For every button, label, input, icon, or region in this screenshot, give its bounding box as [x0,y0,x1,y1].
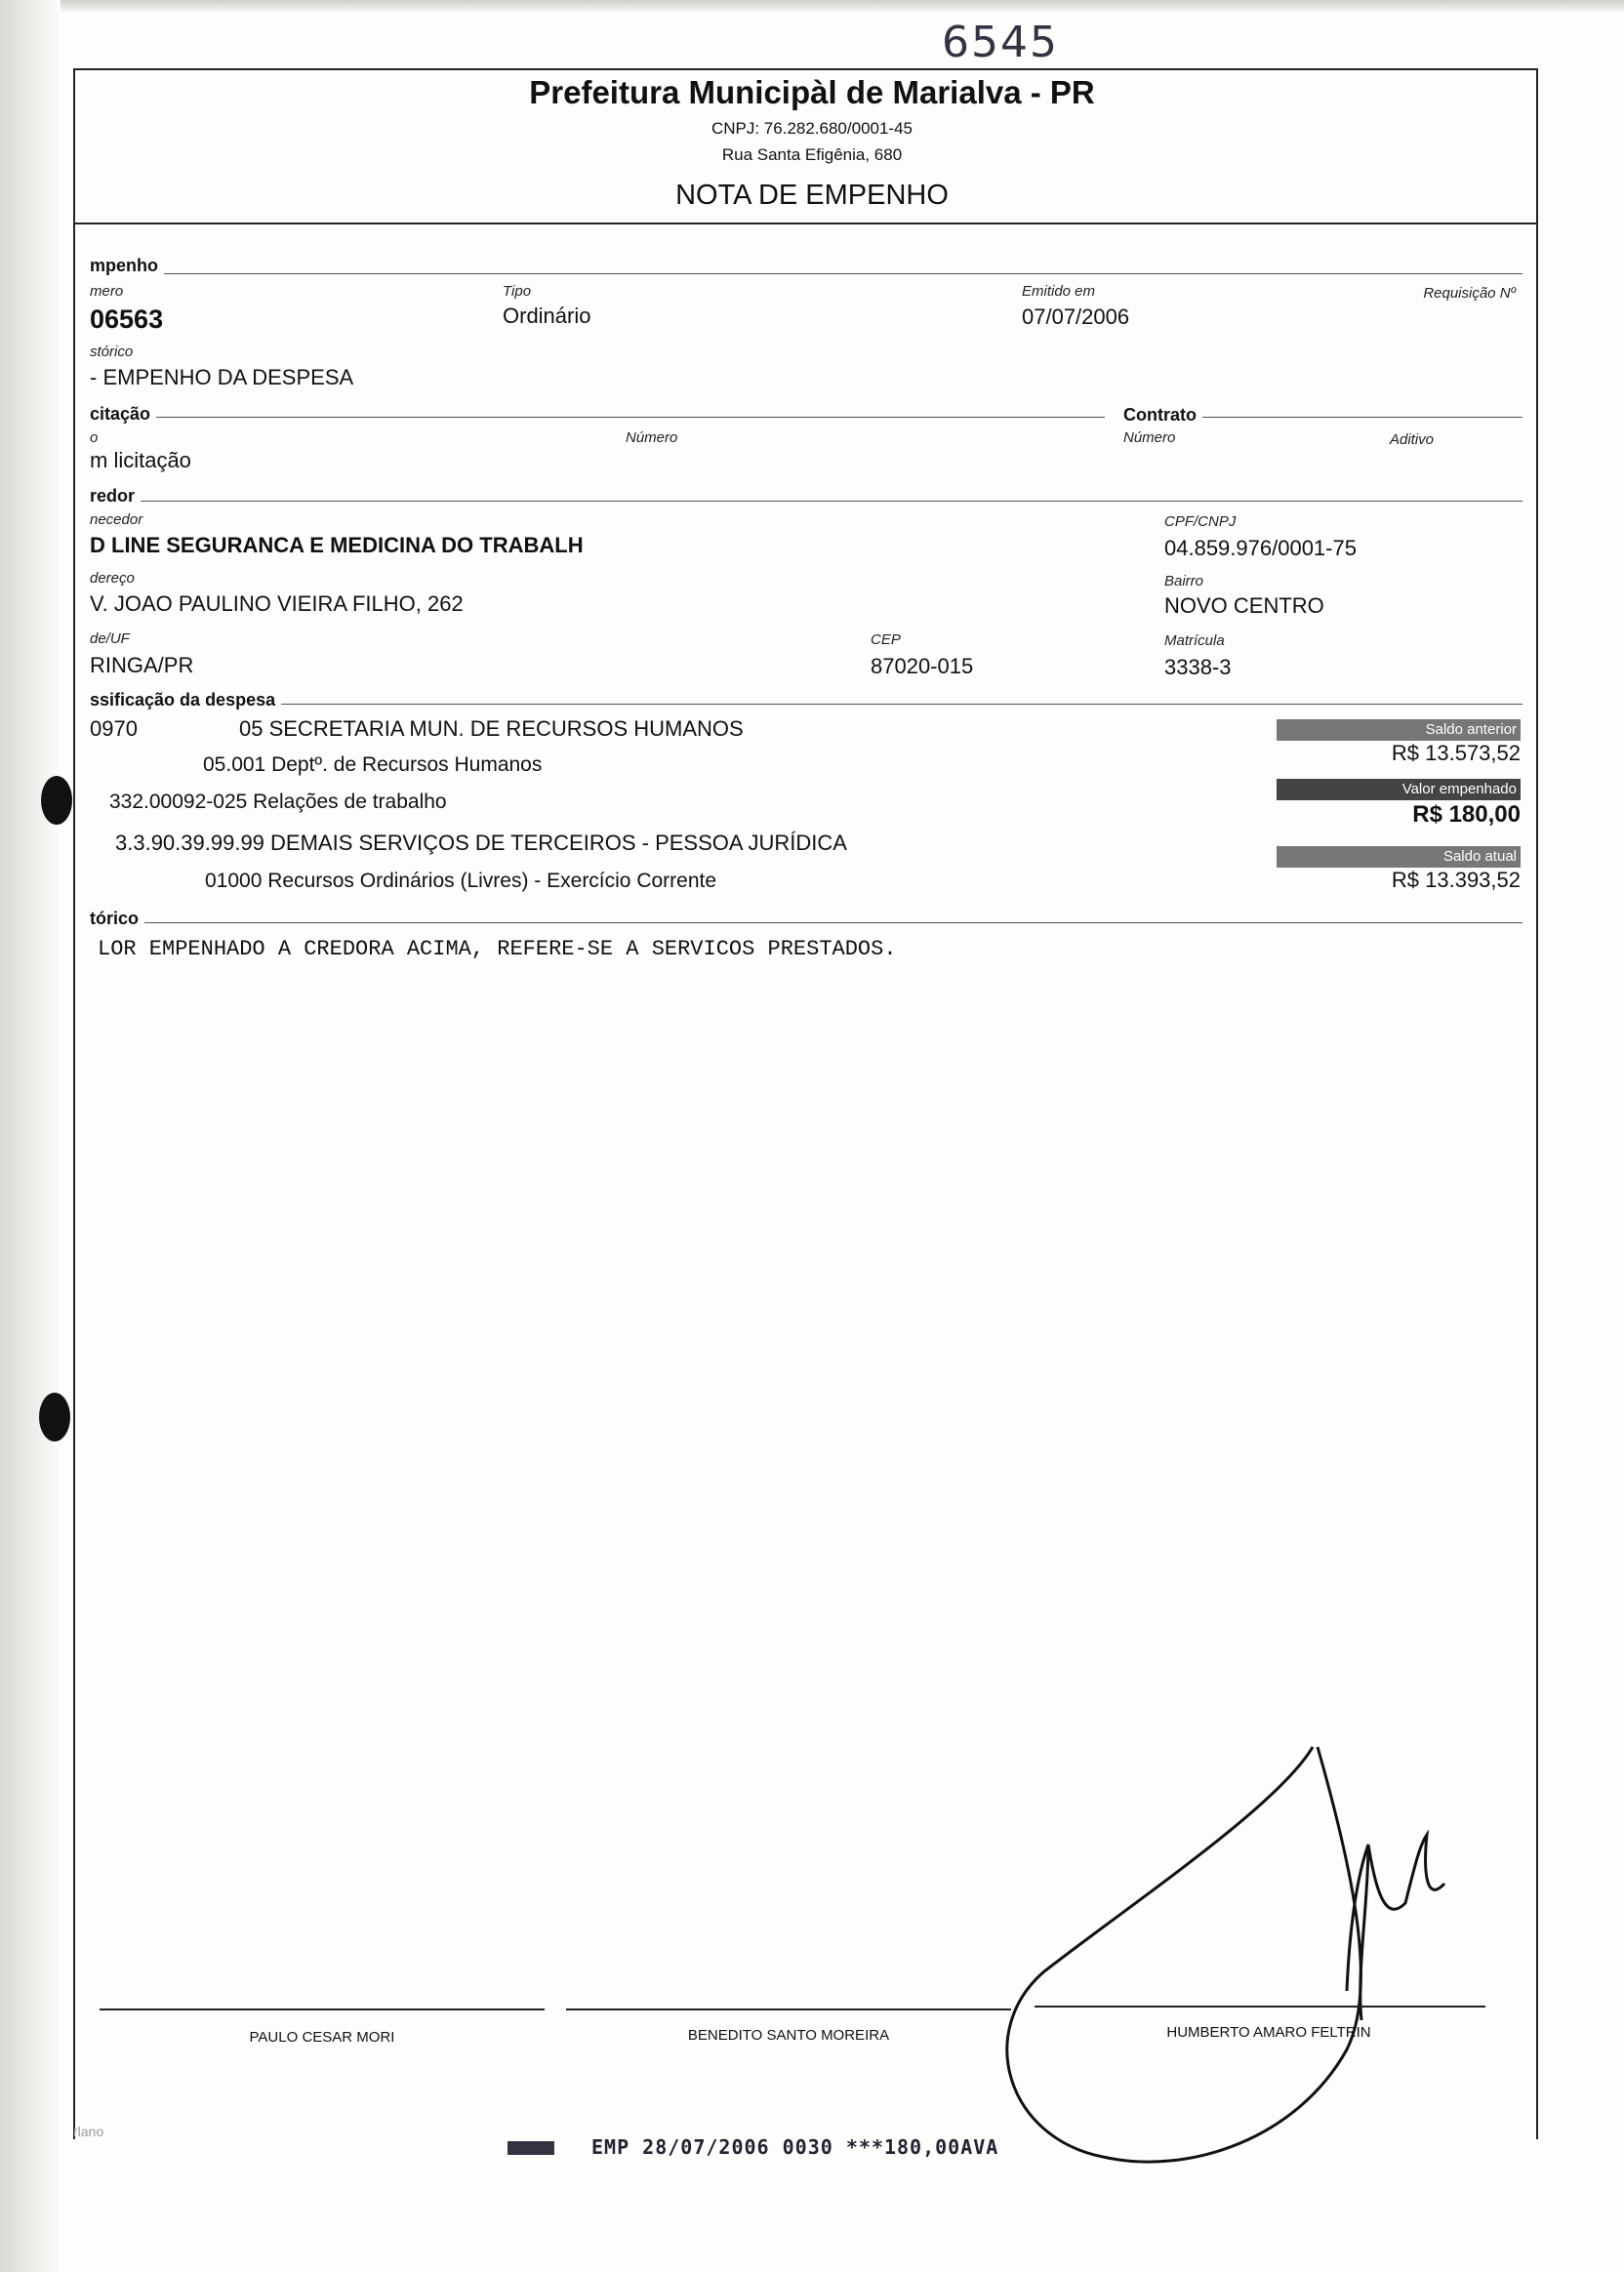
valor-empenhado-bar: Valor empenhado [1277,779,1521,800]
bairro-value: NOVO CENTRO [1164,593,1324,618]
signature-name-1: PAULO CESAR MORI [249,2029,395,2046]
aditivo-label: Aditivo [1390,431,1435,448]
fornecedor-label: necedor [90,511,143,528]
numero-label: mero [90,283,124,300]
endereco-label: dereço [90,570,135,587]
contrato-numero-label: Número [1123,429,1176,446]
cpf-label: CPF/CNPJ [1164,513,1237,530]
cep-label: CEP [871,631,901,648]
cnpj-text: CNPJ: 76.282.680/0001-45 [710,119,914,138]
credor-rule [90,501,1522,502]
empenho-number: 06563 [90,304,164,334]
bairro-label: Bairro [1164,573,1204,589]
signature-line-2 [566,2008,1011,2010]
footer-stamp: EMP 28/07/2006 0030 ***180,00AVA [591,2135,999,2159]
signature-line-1 [100,2008,545,2010]
classificacao-line-3: 332.00092-025 Relações de trabalho [109,791,447,813]
saldo-anterior-value: R$ 13.573,52 [1391,741,1521,765]
historico-section-label: tórico [90,909,144,929]
classificacao-line-5: 01000 Recursos Ordinários (Livres) - Exercício Corrente [205,870,717,892]
cpf-value: 04.859.976/0001-75 [1164,536,1357,560]
classificacao-rule [90,704,1522,705]
historico-value: - EMPENHO DA DESPESA [90,365,354,389]
classificacao-line-4: 3.3.90.39.99.99 DEMAIS SERVIÇOS DE TERCEIROS - PESSOA JURÍDICA [115,831,847,855]
empenho-section-label: mpenho [90,256,164,276]
tipo-label: Tipo [503,283,532,300]
footer-left-text: rlano [73,2124,104,2139]
classificacao-section-label: ssificação da despesa [90,690,281,710]
saldo-atual-value: R$ 13.393,52 [1391,868,1521,892]
signature-line-3 [1035,2006,1485,2008]
document-title: NOTA DE EMPENHO [675,180,949,211]
signature-name-3: HUMBERTO AMARO FELTRIN [1166,2024,1371,2041]
empenho-rule [90,273,1522,274]
stamp-mark [508,2141,554,2155]
signature-scribble [986,1727,1493,2176]
emitido-label: Emitido em [1022,283,1096,300]
historico-text: LOR EMPENHADO A CREDORA ACIMA, REFERE-SE A SERVICOS PRESTADOS. [98,937,897,961]
matricula-label: Matrícula [1164,632,1225,649]
credor-section-label: redor [90,486,141,507]
saldo-anterior-bar: Saldo anterior [1277,719,1521,741]
punch-hole-top [41,776,72,825]
punch-hole-bottom [39,1393,70,1441]
header-divider [73,223,1536,224]
valor-empenhado-value: R$ 180,00 [1412,801,1521,828]
historico-rule [90,922,1522,923]
saldo-atual-bar: Saldo atual [1277,846,1521,868]
handwritten-number: 6545 [942,18,1059,67]
licitacao-numero-label: Número [626,429,678,446]
matricula-value: 3338-3 [1164,655,1232,679]
classificacao-line-2: 05.001 Deptº. de Recursos Humanos [203,753,543,776]
signature-name-2: BENEDITO SANTO MOREIRA [687,2027,890,2044]
tipo-value: Ordinário [503,304,591,328]
licitacao-tipo-label: o [90,429,99,446]
cidade-value: RINGA/PR [90,653,194,677]
page-title: Prefeitura Municipàl de Marialva - PR [529,74,1095,110]
classificacao-line-1: 05 SECRETARIA MUN. DE RECURSOS HUMANOS [239,716,744,741]
cidade-label: de/UF [90,630,130,647]
licitacao-tipo-value: m licitação [90,448,191,472]
scan-top-edge [0,0,1624,14]
fornecedor-value: D LINE SEGURANCA E MEDICINA DO TRABALH [90,533,584,557]
emitido-date: 07/07/2006 [1022,304,1130,329]
classificacao-code: 0970 [90,716,138,741]
licitacao-section-label: citação [90,404,156,425]
requisicao-label: Requisição Nº [1423,285,1516,302]
cep-value: 87020-015 [871,654,974,678]
scan-left-edge [0,0,61,2272]
historico-label: stórico [90,344,134,360]
contrato-section-label: Contrato [1123,405,1202,426]
address-text: Rua Santa Efigênia, 680 [721,145,903,164]
licitacao-rule [90,417,1105,418]
endereco-value: V. JOAO PAULINO VIEIRA FILHO, 262 [90,591,464,616]
